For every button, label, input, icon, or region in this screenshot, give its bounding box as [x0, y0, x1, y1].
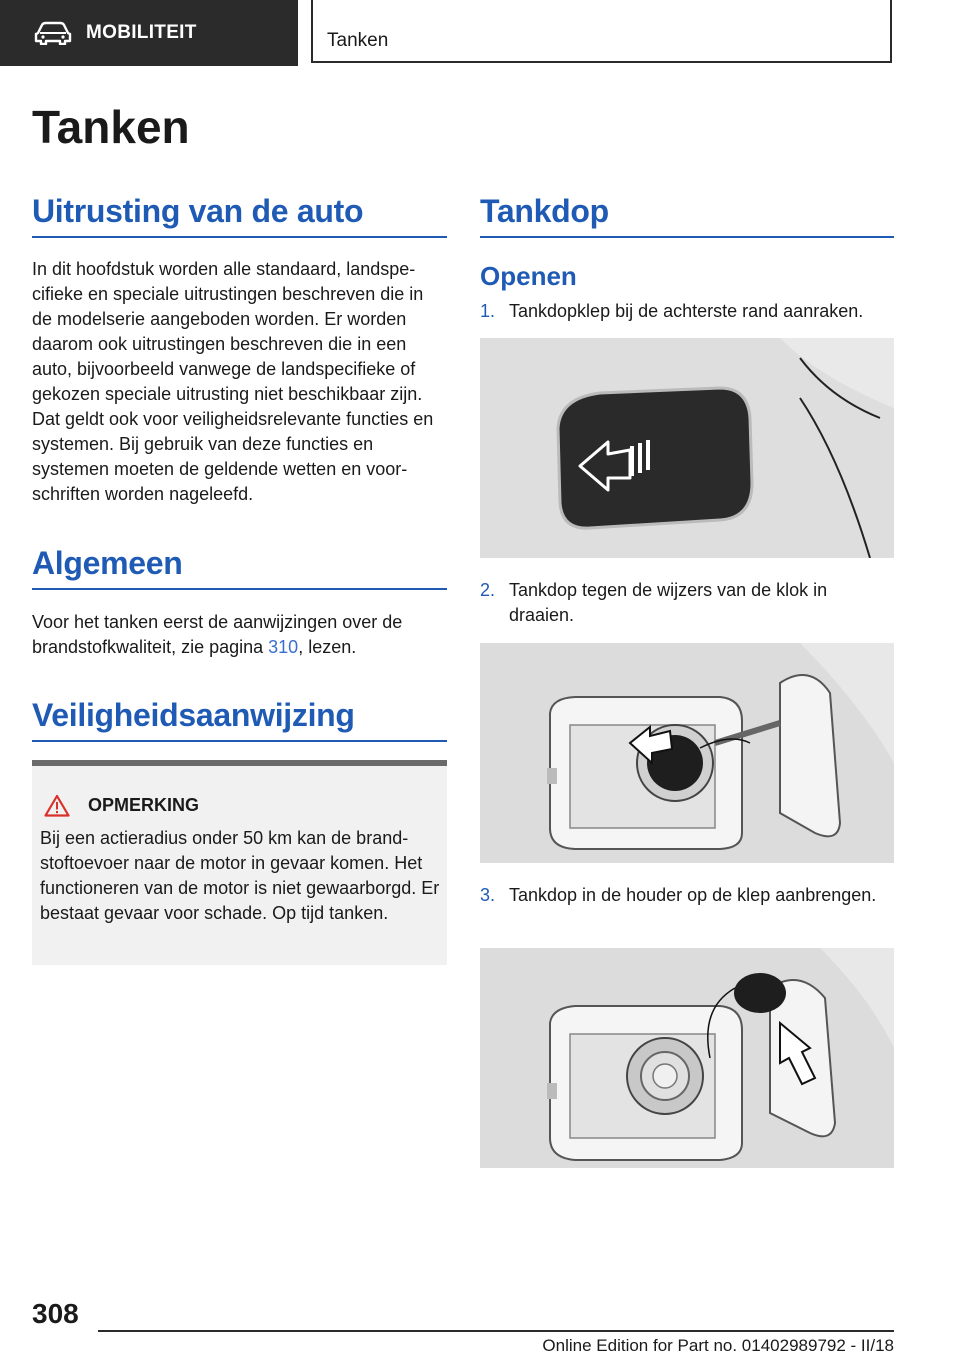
step-text: Tankdop tegen de wijzers van de klok in draaien.	[509, 580, 828, 625]
general-body-end: , lezen.	[298, 637, 357, 657]
step-2	[480, 578, 894, 628]
general-body-text: Voor het tanken eerst de aanwijzingen over de brandstofkwaliteit, zie pagina	[32, 612, 403, 657]
fuel-flap-illustration	[480, 338, 894, 558]
chapter-title: Tanken	[32, 101, 190, 153]
step-3	[480, 883, 894, 908]
heading-general: Algemeen	[32, 545, 447, 590]
section-label: MOBILITEIT	[86, 22, 197, 43]
unscrew-cap-illustration	[480, 643, 894, 863]
heading-safety: Veiligheidsaanwijzing	[32, 697, 447, 742]
chapter-tab[interactable]	[311, 0, 892, 63]
step-number: 1.	[480, 301, 496, 321]
general-body	[32, 610, 447, 660]
subheading-open: Openen	[480, 261, 577, 291]
warning-text: Bij een actieradius onder 50 km kan de brandstoftoevoer naar de motor in gevaar komen. Het functioneren van de motor is niet gewaarborgd. Er bestaat gevaar voor schade. Op tijd tanken.	[40, 828, 440, 923]
figure-cap-holder	[480, 948, 894, 1168]
heading-equipment: Uitrusting van de auto	[32, 193, 447, 238]
page-link[interactable]: 310	[268, 637, 299, 657]
footer-divider	[98, 1330, 894, 1332]
section-tab[interactable]	[0, 0, 298, 66]
chapter-label: Tanken	[327, 30, 389, 51]
page-header	[0, 0, 960, 66]
figure-fuel-flap	[480, 338, 894, 558]
warning-box	[32, 760, 447, 965]
edition-text: Online Edition for Part no. 01402989792 - II/18	[542, 1336, 894, 1355]
warning-header	[44, 794, 199, 817]
step-1	[480, 299, 894, 324]
figure-unscrew-cap	[480, 643, 894, 863]
step-number: 3.	[480, 885, 496, 905]
step-number: 2.	[480, 580, 496, 600]
warning-label: OPMERKING	[88, 795, 200, 815]
heading-fuel-cap: Tankdop	[480, 193, 894, 238]
step-text: Tankdop in de houder op de klep aanbrengen.	[509, 885, 877, 905]
warning-triangle-icon	[44, 794, 70, 817]
step-text: Tankdopklep bij de achterste rand aanraken.	[509, 301, 864, 321]
cap-holder-illustration	[480, 948, 894, 1168]
equipment-body: In dit hoofdstuk worden alle standaard, landspecifieke en speciale uitrustingen beschreven die in de modelserie aangeboden worden. Er worden daarom ook uitrustingen beschreven die in een auto, bijvoorbeeld vanwege de landspecifieke of gekozen speciale uitrusting niet beschikbaar zijn. Dat geldt ook voor veiligheidsrelevante functies en systemen. Bij gebruik van deze functies en systemen moeten de geldende wetten en voorschriften worden nageleefd.	[32, 259, 434, 504]
car-icon	[34, 21, 72, 45]
page-number: 308	[32, 1298, 79, 1329]
